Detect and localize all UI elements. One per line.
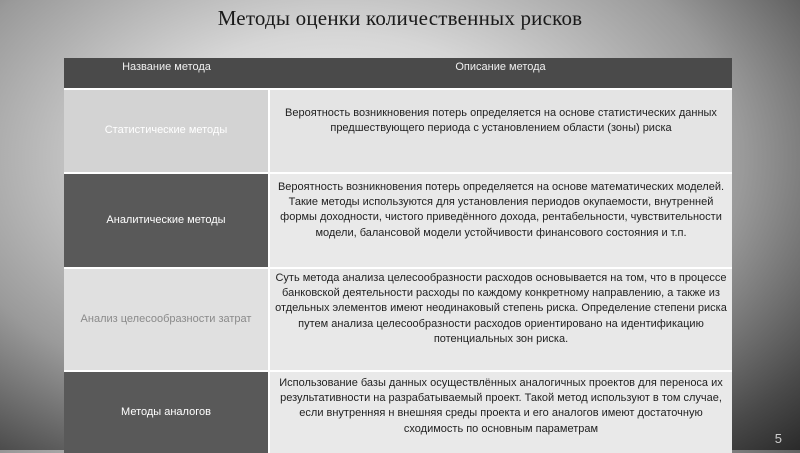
- method-description-cell: Использование базы данных осуществлённых аналогичных проектов для переноса их результативности на разрабатываемый проект. Такой метод используют в том случае, если внутренняя н внешняя среды проекта и его аналогов имеют достаточную сходимость по основным параметрам: [269, 371, 732, 453]
- table-row: [64, 268, 732, 371]
- method-name-cell: Аналитические методы: [64, 173, 269, 268]
- header-method-name: Название метода: [64, 58, 269, 89]
- method-description-cell: Вероятность возникновения потерь определяется на основе математических моделей. Такие методы используются для установления периодов окупаемости, внутренней формы доходности, чистого приведённого дохода, рентабельности, чувствительности модели, балансовой модели устойчивости финансового состояния и т.п.: [269, 173, 732, 268]
- page-number: 5: [774, 431, 782, 446]
- method-description-cell: Суть метода анализа целесообразности расходов основывается на том, что в процессе банковской деятельности расходы по каждому конкретному направлению, а также из отдельных элементов имеют неодинаковый степень риска. Определение степени риска путем анализа целесообразности расходов ориентировано на идентификацию потенциальных зон риска.: [269, 268, 732, 371]
- header-method-description: Описание метода: [269, 58, 732, 89]
- table-row: [64, 371, 732, 453]
- table-header-row: [64, 58, 732, 89]
- method-description-cell: Вероятность возникновения потерь определяется на основе статистических данных предшествующего периода с установлением области (зоны) риска: [269, 89, 732, 173]
- method-name-cell: Методы аналогов: [64, 371, 269, 453]
- table-row: [64, 89, 732, 173]
- method-name-cell: Статистические методы: [64, 89, 269, 173]
- method-name-cell: Анализ целесообразности затрат: [64, 268, 269, 371]
- methods-table: [64, 58, 732, 453]
- table-row: [64, 173, 732, 268]
- slide-title: Методы оценки количественных рисков: [217, 6, 583, 30]
